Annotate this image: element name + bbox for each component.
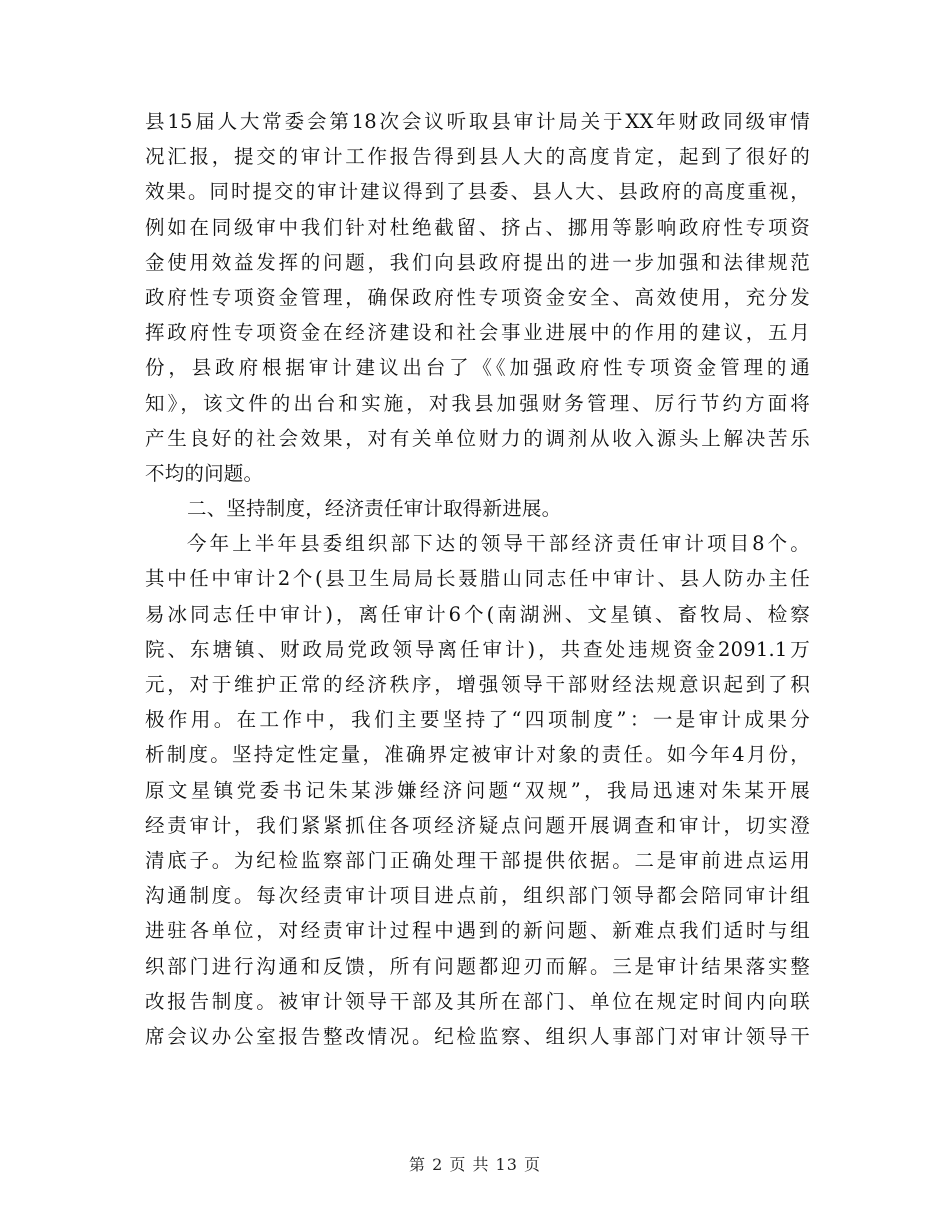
text-line: 金使用效益发挥的问题，我们向县政府提出的进一步加强和法律规范 [145, 250, 810, 274]
text-line: 极作用。在工作中，我们主要坚持了“四项制度”：一是审计成果分 [145, 708, 810, 732]
text-line: 席会议办公室报告整改情况。纪检监察、组织人事部门对审计领导干 [145, 1024, 810, 1048]
text-line: 改报告制度。被审计领导干部及其所在部门、单位在规定时间内向联 [145, 989, 810, 1013]
text-line: 知》，该文件的出台和实施，对我县加强财务管理、厉行节约方面将 [145, 391, 810, 415]
text-line: 经责审计，我们紧紧抓住各项经济疑点问题开展调查和审计，切实澄 [145, 813, 810, 837]
text-line: 效果。同时提交的审计建议得到了县委、县人大、县政府的高度重视， [145, 180, 810, 204]
text-line: 清底子。为纪检监察部门正确处理干部提供依据。二是审前进点运用 [145, 848, 810, 872]
text-line: 院、东塘镇、财政局党政领导离任审计)，共查处违规资金2091.1万 [145, 637, 810, 661]
text-line: 易冰同志任中审计)，离任审计6个(南湖洲、文星镇、畜牧局、检察 [145, 602, 810, 626]
text-line: 其中任中审计2个(县卫生局局长聂腊山同志任中审计、县人防办主任 [145, 567, 810, 591]
page-number-footer: 第 2 页 共 13 页 [409, 1155, 541, 1174]
text-line: 不均的问题。 [145, 461, 264, 485]
text-line: 进驻各单位，对经责审计过程中遇到的新问题、新难点我们适时与组 [145, 919, 810, 943]
text-line: 县15届人大常委会第18次会议听取县审计局关于XX年财政同级审情 [145, 110, 810, 133]
text-line: 挥政府性专项资金在经济建设和社会事业进展中的作用的建议，五月 [145, 321, 810, 345]
text-line: 份，县政府根据审计建议出台了《《加强政府性专项资金管理的通 [145, 356, 810, 380]
text-line: 析制度。坚持定性定量，准确界定被审计对象的责任。如今年4月份， [145, 743, 810, 767]
text-line: 沟通制度。每次经责审计项目进点前，组织部门领导都会陪同审计组 [145, 884, 810, 908]
section-heading: 二、坚持制度，经济责任审计取得新进展。 [187, 497, 562, 521]
text-line: 元，对于维护正常的经济秩序，增强领导干部财经法规意识起到了积 [145, 673, 810, 696]
text-line: 况汇报，提交的审计工作报告得到县人大的高度肯定，起到了很好的 [145, 145, 810, 169]
text-line: 原文星镇党委书记朱某涉嫌经济问题“双规”，我局迅速对朱某开展 [145, 778, 810, 802]
text-line: 产生良好的社会效果，对有关单位财力的调剂从收入源头上解决苦乐 [145, 426, 810, 450]
text-line: 织部门进行沟通和反馈，所有问题都迎刃而解。三是审计结果落实整 [145, 954, 810, 978]
text-line: 政府性专项资金管理，确保政府性专项资金安全、高效使用，充分发 [145, 285, 810, 309]
body-text [145, 104, 810, 1054]
text-line: 例如在同级审中我们针对杜绝截留、挤占、挪用等影响政府性专项资 [145, 215, 810, 239]
text-line: 今年上半年县委组织部下达的领导干部经济责任审计项目8个。 [187, 532, 810, 556]
